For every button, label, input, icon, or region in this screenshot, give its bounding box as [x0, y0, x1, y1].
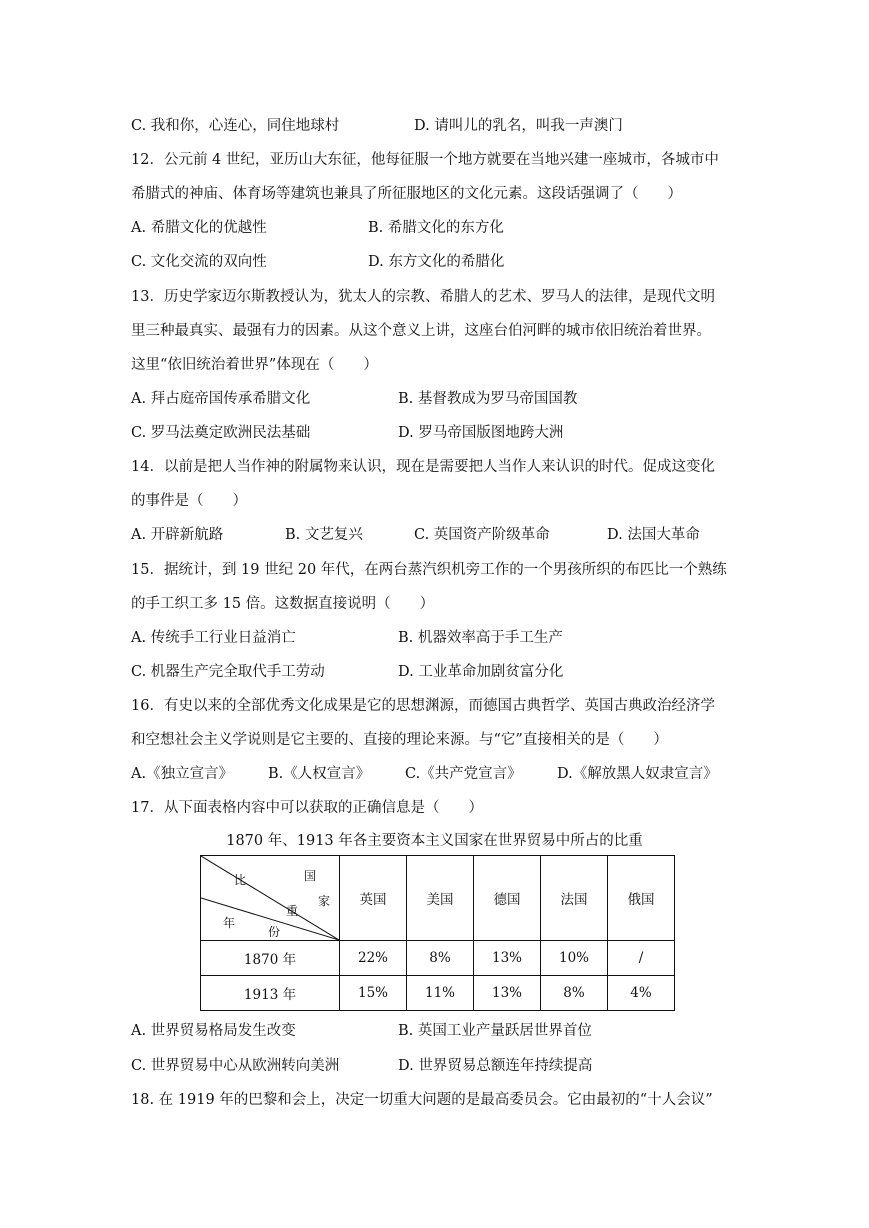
q13-option-d: D. 罗马帝国版图地跨大洲: [398, 425, 564, 441]
q16-stem-line2: 和空想社会主义学说则是它主要的、直接的理论来源。与“它”直接相关的是（ ）: [131, 732, 668, 748]
q16-stem-line1: 16．有史以来的全部优秀文化成果是它的思想渊源，而德国古典哲学、英国古典政治经济学: [131, 698, 715, 714]
table-cell: 11%: [407, 976, 474, 1011]
table-row: [201, 976, 675, 1011]
q12-option-b: B. 希腊文化的东方化: [368, 220, 504, 236]
q14-stem-line2: 的事件是（ ）: [131, 493, 247, 509]
table-header-row: [201, 856, 675, 941]
q14-option-a: A. 开辟新航路: [131, 527, 224, 543]
row-year: 1913 年: [201, 976, 340, 1011]
column-header: 俄国: [608, 856, 675, 941]
q17-option-b: B. 英国工业产量跃居世界首位: [398, 1023, 592, 1039]
q13-stem-line3: 这里“依旧统治着世界”体现在（ ）: [131, 357, 378, 373]
q15-option-b: B. 机器效率高于手工生产: [398, 630, 563, 646]
table-cell: 22%: [340, 941, 407, 976]
q15-option-d: D. 工业革命加剧贫富分化: [398, 664, 564, 680]
q16-option-b: B.《人权宣言》: [268, 766, 371, 782]
q15-stem-line2: 的手工织工多 15 倍。这数据直接说明（ ）: [131, 596, 435, 612]
q14-option-c: C. 英国资产阶级革命: [414, 527, 550, 543]
corner-label: 份: [268, 925, 281, 939]
table-cell: 4%: [608, 976, 675, 1011]
q16-option-c: C.《共产党宣言》: [405, 766, 522, 782]
table-caption: 1870 年、1913 年各主要资本主义国家在世界贸易中所占的比重: [226, 833, 643, 849]
q12-stem-line2: 希腊式的神庙、体育场等建筑也兼具了所征服地区的文化元素。这段话强调了（ ）: [131, 186, 682, 202]
table-corner-cell: [201, 856, 340, 941]
q11-option-d: D. 请叫儿的乳名，叫我一声澳门: [414, 118, 623, 134]
q17-option-a: A. 世界贸易格局发生改变: [131, 1023, 296, 1039]
table-cell: 10%: [541, 941, 608, 976]
q15-stem-line1: 15．据统计，到 19 世纪 20 年代，在两台蒸汽织机旁工作的一个男孩所织的布匹比一个熟练: [131, 562, 727, 578]
table-row: [201, 941, 675, 976]
corner-label: 年: [223, 916, 236, 930]
q13-stem-line2: 里三种最真实、最强有力的因素。从这个意义上讲，这座台伯河畔的城市依旧统治着世界。: [131, 323, 711, 339]
table-cell: 8%: [541, 976, 608, 1011]
table-cell: 13%: [474, 941, 541, 976]
table-cell: 8%: [407, 941, 474, 976]
q12-option-c: C. 文化交流的双向性: [131, 254, 267, 270]
q16-option-a: A.《独立宣言》: [131, 766, 234, 782]
corner-label: 比: [234, 873, 247, 887]
trade-share-table: [200, 855, 675, 1011]
corner-label: 国: [304, 869, 317, 883]
q11-option-c: C. 我和你，心连心，同住地球村: [131, 118, 340, 134]
q16-option-d: D.《解放黑人奴隶宣言》: [557, 766, 718, 782]
table-cell: 13%: [474, 976, 541, 1011]
column-header: 法国: [541, 856, 608, 941]
q12-stem-line1: 12．公元前 4 世纪，亚历山大东征，他每征服一个地方就要在当地兴建一座城市，各城市中: [131, 152, 719, 168]
q13-option-c: C. 罗马法奠定欧洲民法基础: [131, 425, 311, 441]
corner-label: 重: [286, 904, 299, 918]
q12-option-d: D. 东方文化的希腊化: [368, 254, 505, 270]
column-header: 英国: [340, 856, 407, 941]
q15-option-c: C. 机器生产完全取代手工劳动: [131, 664, 325, 680]
q15-option-a: A. 传统手工行业日益消亡: [131, 630, 296, 646]
q13-option-a: A. 拜占庭帝国传承希腊文化: [131, 391, 311, 407]
q14-stem-line1: 14．以前是把人当作神的附属物来认识，现在是需要把人当作人来认识的时代。促成这变化: [131, 459, 715, 475]
q13-option-b: B. 基督教成为罗马帝国国教: [398, 391, 578, 407]
q14-option-b: B. 文艺复兴: [285, 527, 363, 543]
column-header: 美国: [407, 856, 474, 941]
q13-stem-line1: 13．历史学家迈尔斯教授认为，犹太人的宗教、希腊人的艺术、罗马人的法律，是现代文明: [131, 289, 715, 305]
q17-stem: 17．从下面表格内容中可以获取的正确信息是（ ）: [131, 800, 483, 816]
q17-option-d: D. 世界贸易总额连年持续提高: [398, 1058, 593, 1074]
q18-stem-line1: 18. 在 1919 年的巴黎和会上，决定一切重大问题的是最高委员会。它由最初的“十人会议”: [131, 1092, 713, 1108]
table-cell: /: [608, 941, 675, 976]
q12-option-a: A. 希腊文化的优越性: [131, 220, 267, 236]
corner-label: 家: [318, 894, 331, 908]
column-header: 德国: [474, 856, 541, 941]
q17-option-c: C. 世界贸易中心从欧洲转向美洲: [131, 1058, 340, 1074]
q14-option-d: D. 法国大革命: [607, 527, 700, 543]
table-cell: 15%: [340, 976, 407, 1011]
row-year: 1870 年: [201, 941, 340, 976]
